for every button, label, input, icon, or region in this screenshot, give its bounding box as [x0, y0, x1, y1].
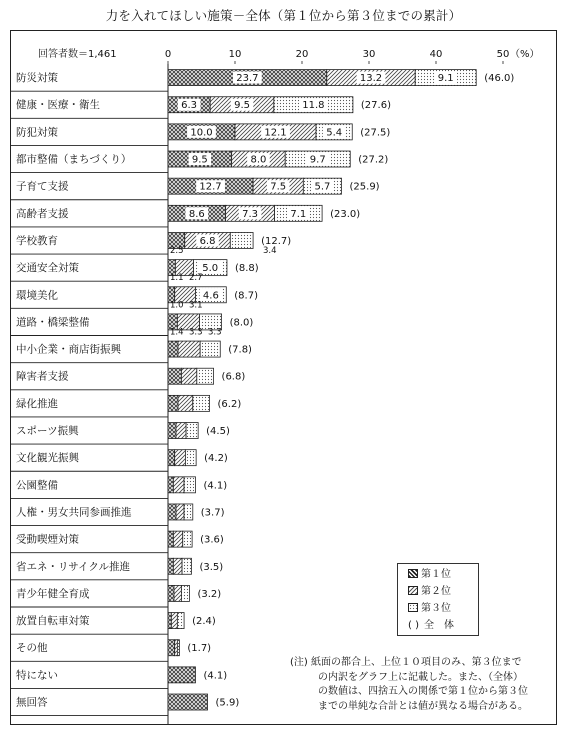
bar-segment-second — [178, 395, 193, 411]
below-value-label: 1.4 — [170, 327, 184, 338]
value-label: 11.8 — [302, 100, 325, 112]
category-label: 健康・医療・衛生 — [16, 99, 100, 112]
total-label: (23.0) — [330, 208, 361, 220]
category-label: 環境美化 — [16, 289, 58, 302]
value-label: 5.4 — [326, 127, 343, 139]
bar-segment-first — [168, 368, 181, 384]
below-value-label: 1.1 — [170, 273, 184, 284]
footnote — [290, 656, 552, 714]
chart-legend — [397, 563, 479, 636]
category-label: 省エネ・リサイクル推進 — [16, 560, 131, 573]
value-label: 23.7 — [236, 73, 259, 85]
value-label: 6.3 — [181, 100, 198, 112]
bar-segment-third — [177, 640, 179, 656]
category-label: 子育て支援 — [16, 180, 69, 193]
chart-title: 力を入れてほしい施策－全体（第１位から第３位までの累計） — [105, 8, 462, 23]
bar-segment-second — [176, 423, 186, 439]
bar-segment-third — [230, 232, 253, 248]
value-label: 9.5 — [234, 100, 250, 112]
bar-segment-first — [168, 667, 195, 683]
bar-segment-first — [168, 694, 208, 710]
bar-segment-third — [186, 423, 198, 439]
category-label: 学校教育 — [16, 234, 58, 247]
category-label: 放置自転車対策 — [16, 615, 90, 628]
footnote-line-4: までの単純な合計とは値が異なる場合がある。 — [318, 700, 528, 712]
category-label: 特にない — [16, 669, 58, 682]
bar-segment-first — [168, 613, 171, 629]
total-label: (27.5) — [360, 127, 391, 139]
bar-segment-third — [200, 341, 220, 357]
bar-segment-first — [168, 531, 173, 547]
value-label: 9.7 — [309, 154, 326, 166]
bar-segment-third — [185, 450, 196, 466]
category-label: 中小企業・商店街振興 — [16, 343, 121, 356]
below-value-label: 1.0 — [170, 300, 184, 311]
below-value-label: 3.3 — [189, 327, 203, 338]
legend-label-second: 第２位 — [421, 586, 451, 597]
bar-segment-third — [177, 613, 184, 629]
footnote-line-3: の数値は、四捨五入の関係で第１位から第３位 — [318, 686, 528, 697]
below-value-label: 3.3 — [208, 327, 222, 338]
total-label: (4.1) — [203, 480, 228, 492]
value-label: 7.3 — [242, 208, 259, 220]
bar-segment-second — [178, 341, 200, 357]
total-label: (6.2) — [217, 398, 242, 410]
legend-label-first: 第１位 — [421, 569, 451, 580]
category-label: 高齢者支援 — [16, 207, 69, 220]
bar-segment-first — [168, 395, 178, 411]
category-label: その他 — [16, 642, 48, 655]
value-label: 7.1 — [290, 208, 307, 220]
category-label: 無回答 — [16, 696, 48, 709]
bar-segment-third — [197, 368, 214, 384]
x-tick-label: 10 — [228, 49, 242, 60]
value-label: 5.7 — [314, 181, 331, 193]
category-label: 公園整備 — [16, 479, 58, 492]
total-label: (25.9) — [349, 181, 380, 193]
legend-swatch-first — [408, 569, 418, 578]
legend-swatch-third — [408, 603, 418, 612]
bar-segment-second — [173, 531, 182, 547]
category-label: 防犯対策 — [16, 126, 58, 139]
category-label: 受動喫煙対策 — [16, 533, 79, 546]
value-label: 13.2 — [359, 73, 383, 85]
bar-segment-first — [168, 558, 173, 574]
value-label: 12.1 — [264, 127, 287, 139]
legend-item-first — [408, 569, 451, 581]
legend-paren-symbol: ( ) — [408, 620, 419, 631]
bar-segment-first — [168, 640, 175, 656]
bar-segment-second — [175, 640, 178, 656]
value-label: 6.8 — [199, 235, 216, 247]
bar-segment-second — [174, 585, 181, 601]
legend-item-total — [408, 620, 454, 632]
category-label: 人権・男女共同参画推進 — [16, 506, 132, 519]
bar-segment-first — [168, 341, 178, 357]
category-label: 文化観光振興 — [16, 452, 79, 465]
bar-segment-first — [168, 450, 175, 466]
total-label: (8.8) — [234, 263, 259, 275]
bar-segment-second — [176, 504, 184, 520]
total-label: (46.0) — [484, 73, 515, 85]
bar-segment-third — [193, 395, 210, 411]
value-label: 8.0 — [250, 154, 267, 166]
category-label: 防災対策 — [16, 72, 58, 85]
bar-segment-third — [181, 585, 189, 601]
category-label: 都市整備（まちづくり） — [16, 153, 132, 166]
value-label: 4.6 — [202, 290, 219, 302]
legend-label-third: 第３位 — [421, 603, 451, 614]
total-label: (1.7) — [187, 643, 212, 655]
value-label: 12.7 — [199, 181, 222, 193]
total-label: (27.6) — [360, 100, 391, 112]
bar-segment-first — [168, 504, 176, 520]
legend-swatch-second — [408, 586, 418, 595]
legend-item-second — [408, 586, 451, 598]
x-tick-label: 0 — [164, 49, 172, 60]
value-label: 5.0 — [202, 263, 219, 275]
footnote-line-1: (注) 紙面の都合上、上位１０項目のみ、第３位まで — [290, 657, 522, 668]
value-label: 8.6 — [188, 208, 205, 220]
legend-label-total: 全 体 — [424, 620, 454, 631]
bar-segment-second — [173, 558, 182, 574]
value-label: 9.1 — [437, 73, 454, 85]
category-label: スポーツ振興 — [16, 425, 79, 438]
total-label: (8.7) — [234, 290, 259, 302]
bar-segment-first — [168, 477, 173, 493]
below-value-label: 2.7 — [189, 273, 203, 284]
total-label: (3.2) — [197, 588, 222, 600]
bar-segment-third — [182, 558, 191, 574]
total-label: (3.6) — [200, 534, 224, 546]
category-label: 道路・橋梁整備 — [16, 316, 90, 329]
total-label: (3.5) — [199, 561, 224, 573]
total-label: (12.7) — [261, 235, 292, 247]
below-value-label: 2.5 — [170, 246, 184, 257]
bar-segment-third — [184, 504, 193, 520]
x-tick-label: 30 — [362, 49, 376, 60]
total-label: (3.7) — [200, 507, 225, 519]
below-value-label: 3.4 — [263, 246, 277, 257]
value-label: 7.5 — [270, 181, 287, 193]
total-label: (2.4) — [192, 616, 216, 628]
legend-item-third — [408, 603, 451, 615]
footnote-line-2: の内訳をグラフ上に記載した。また、（全体） — [318, 671, 523, 683]
below-value-label: 3.1 — [189, 300, 203, 311]
total-label: (6.8) — [221, 371, 246, 383]
total-label: (7.8) — [228, 344, 252, 356]
bar-segment-second — [181, 368, 196, 384]
bar-segment-first — [168, 585, 174, 601]
value-label: 10.0 — [190, 127, 213, 139]
bar-segment-second — [173, 477, 184, 493]
x-tick-label: 40 — [429, 49, 443, 60]
bar-segment-third — [184, 477, 195, 493]
category-label: 緑化推進 — [16, 397, 58, 410]
total-label: (4.2) — [204, 453, 228, 465]
category-label: 青少年健全育成 — [16, 587, 90, 600]
total-label: (8.0) — [229, 317, 254, 329]
x-tick-label: 50 — [496, 49, 510, 60]
respondent-count: 回答者数＝1,461 — [38, 49, 117, 60]
total-label: (4.5) — [206, 426, 230, 438]
bar-segment-second — [175, 450, 186, 466]
total-label: (27.2) — [358, 154, 389, 166]
bar-segment-first — [168, 423, 176, 439]
category-label: 交通安全対策 — [16, 262, 79, 275]
bar-segment-second — [171, 613, 177, 629]
total-label: (5.9) — [215, 697, 240, 709]
bar-segment-third — [183, 531, 192, 547]
total-label: (4.1) — [203, 670, 228, 682]
x-tick-label: 20 — [295, 49, 309, 60]
category-label: 障害者支援 — [16, 370, 69, 383]
x-unit-label: （%） — [510, 49, 540, 60]
value-label: 9.5 — [191, 154, 208, 166]
